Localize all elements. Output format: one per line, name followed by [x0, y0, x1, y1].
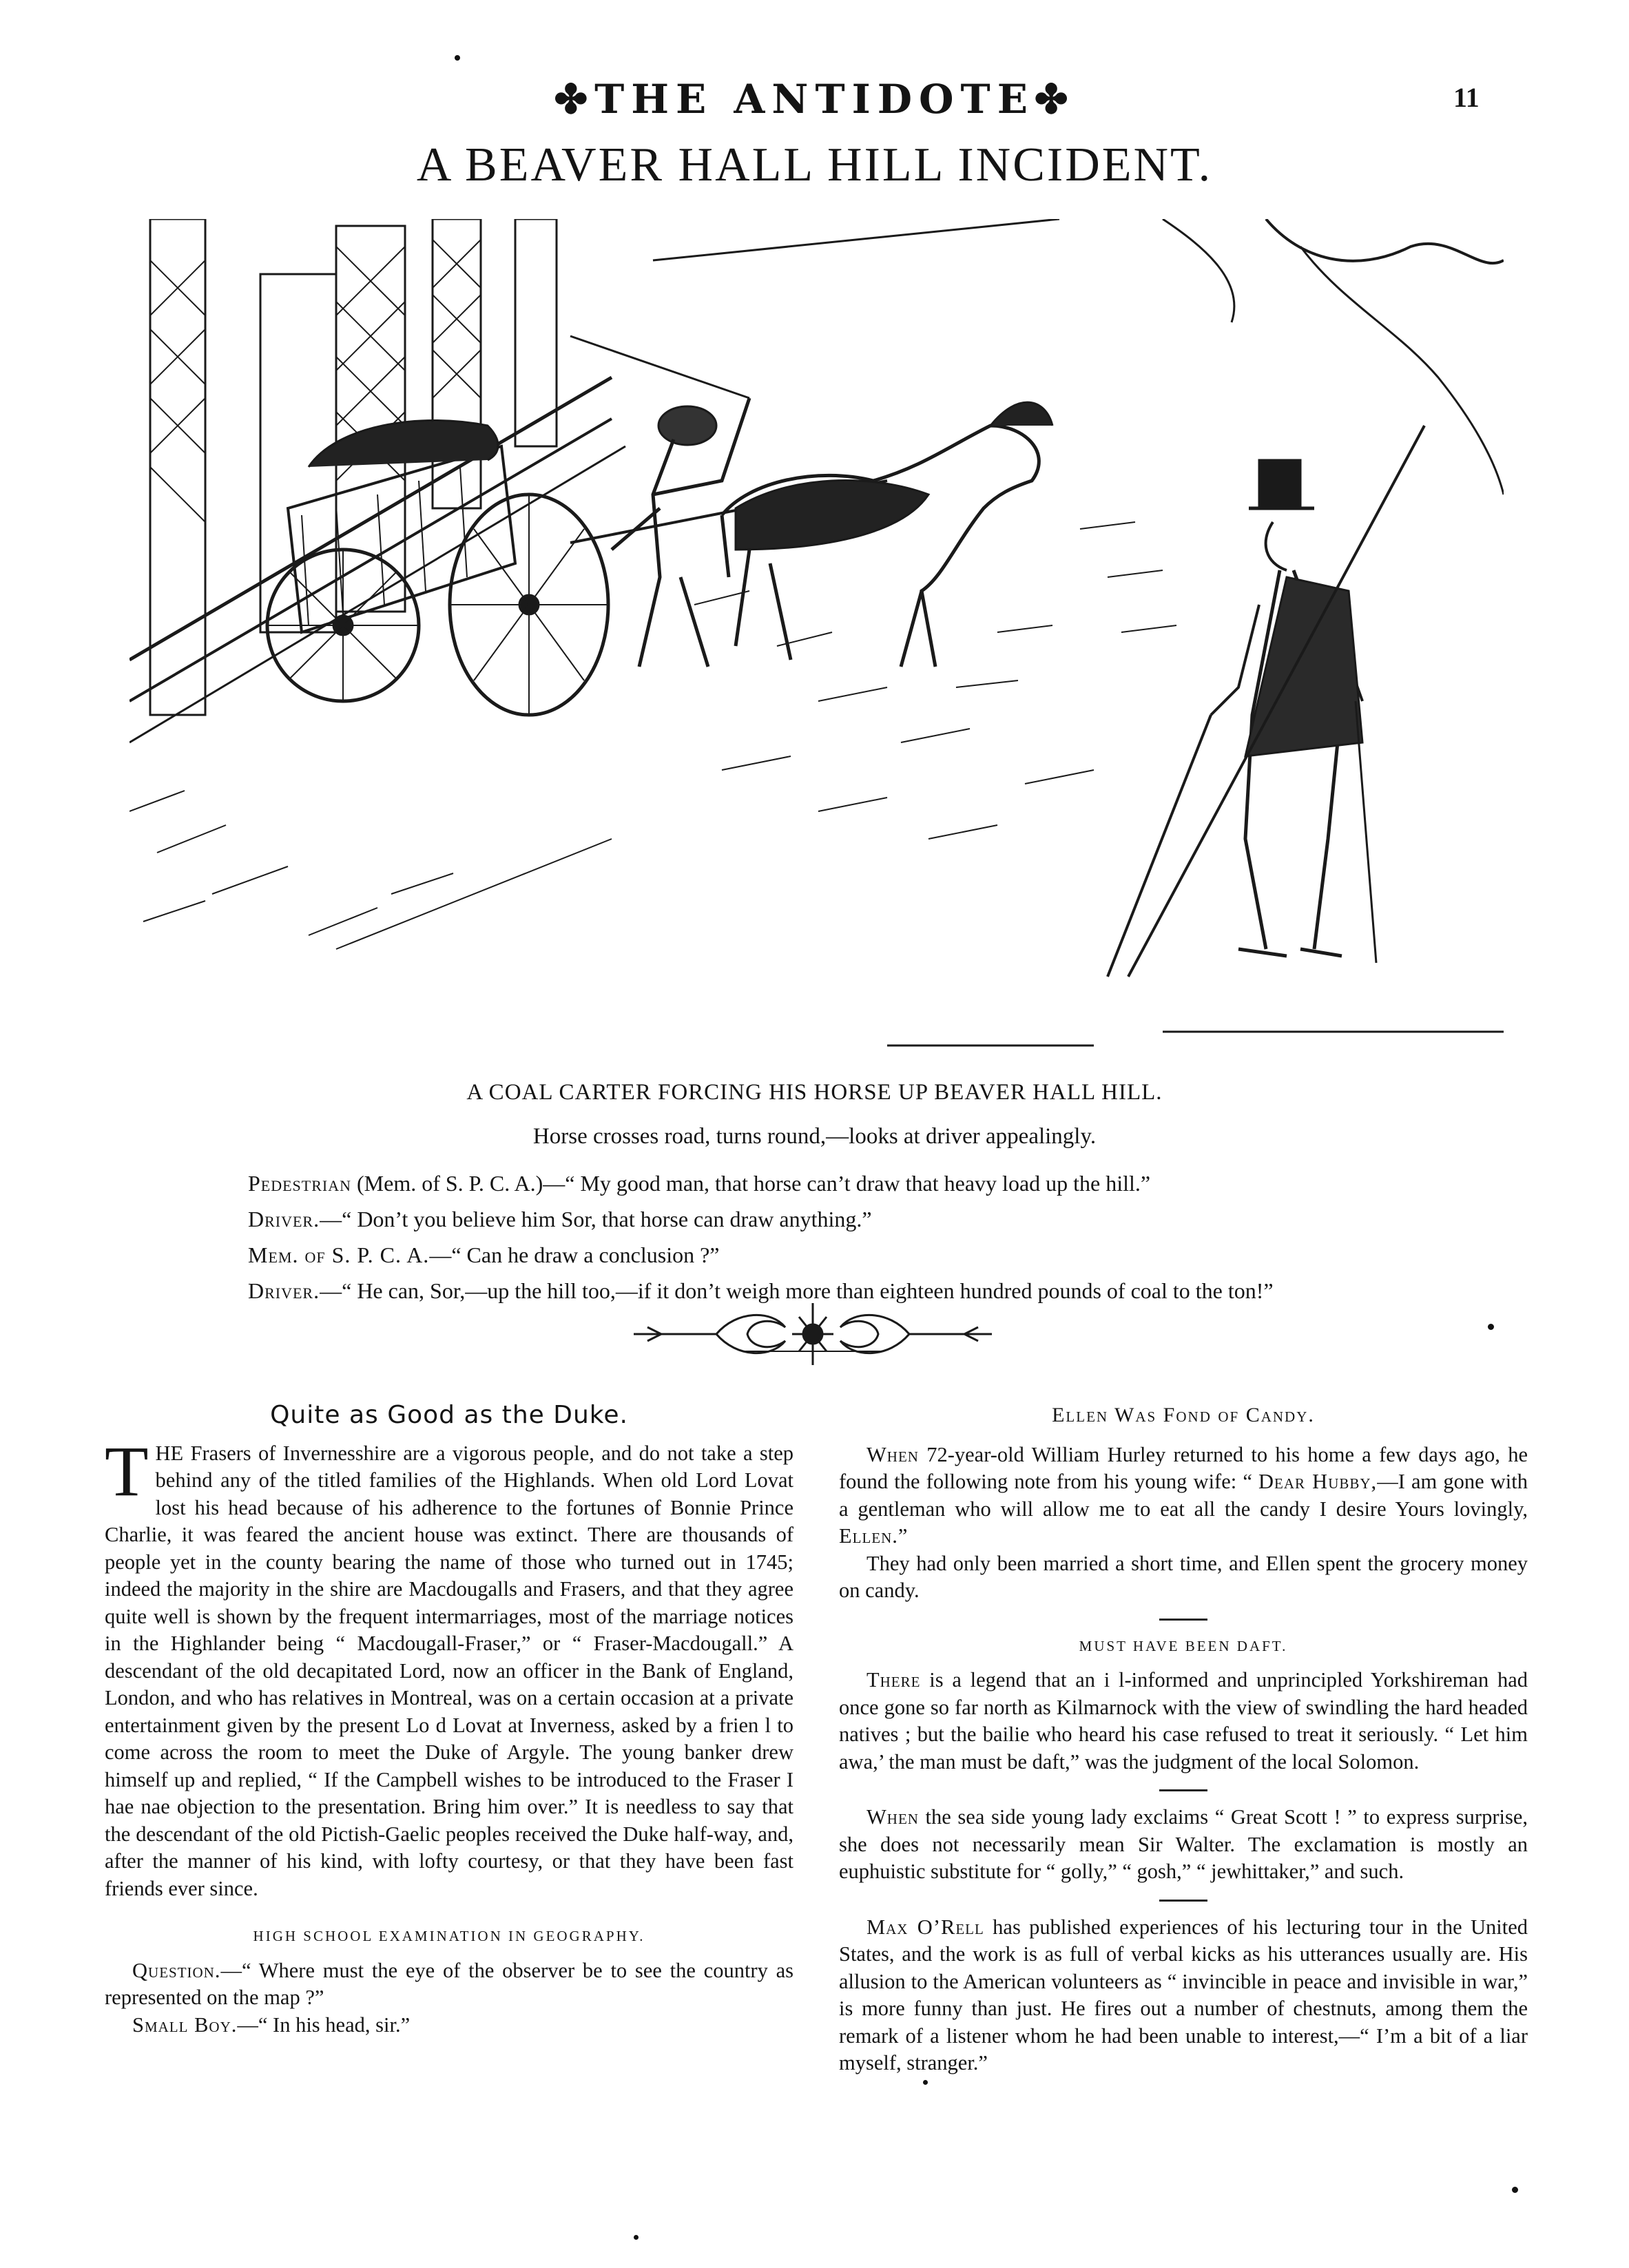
lead-word: There [867, 1668, 921, 1692]
scan-speck [923, 2080, 928, 2085]
lead-word: When [867, 1805, 919, 1829]
illustration-caption: A COAL CARTER FORCING HIS HORSE UP BEAVER HALL HILL. [466, 1080, 1163, 1105]
candy-text: 72-year-old William Hurley returned to his home a few days ago, he found the following note from his young wife: “ [839, 1442, 1528, 1493]
dialogue-speaker: Pedestrian [248, 1171, 352, 1196]
dialogue-line [248, 1237, 1433, 1273]
illustration-coal-carter [129, 219, 1504, 1058]
dialogue-block [248, 1165, 1433, 1309]
dialogue-speaker: Mem. of S. P. C. A. [248, 1242, 430, 1267]
orell-text: has published experiences of his lecturing tour in the United States, and the work is as full of verbal kicks as his utterances usually are. His allusion to the American volunteers as “ invincible in peace and invisible in war,” is more funny than just. He fires out a number of chestnuts, among them the remark of a listener whom he had been unable to interest,—“ I’m a bit of a liar myself, stranger.” [839, 1915, 1528, 2074]
article-text-duke: HE Frasers of Invernesshire are a vigorous people, and do not take a step behind any of the titled families of the Highlands. When old Lord Lovat lost his head because of his adherence to the fortunes of Bonnie Prince Charlie, it was feared the ancient house was extinct. There are thousands of people yet in the county bearing the name of those who turned out in 1745; indeed the majority in the shire are Macdougalls and Frasers, and that they agree quite well is shown by the frequent intermarriages, most of the marriage notices in the Highlander being “ Macdougall-Fraser,” or “ Fraser-Macdougall.” A descendant of the old decapitated Lord, now an officer in the Bank of England, London, and who has relatives in Montreal, was on a certain occasion at a private entertainment given by the present Lo d Lovat at Inverness, asked by a frien l to come across the room to meet the Duke of Argyle. The young banker drew himself up and replied, “ If the Campbell wishes to be introduced to the Fraser I hae nae objection to the presentation. Bring him over.” It is needless to say that the descendant of the old Pictish-Gaelic peoples received the Duke half-way, and, after the manner of his kind, with lofty courtesy, or that they have been fast friends ever since. [105, 1441, 793, 1900]
exam-answer [105, 2012, 793, 2039]
gate-post [150, 219, 205, 715]
headline: A BEAVER HALL HILL INCIDENT. [416, 138, 1213, 191]
note-body: —I am gone with a gentleman who will allow me to eat all the candy I desire Yours lovingly, [839, 1470, 1528, 1521]
separator-rule [1159, 1619, 1207, 1621]
dialogue-text: —“ Can he draw a conclusion ?” [429, 1242, 720, 1267]
masthead-title: ✤THE ANTIDOTE✤ [554, 76, 1075, 123]
scan-speck [455, 55, 460, 61]
exam-question [105, 1957, 793, 2012]
separator-rule [1159, 1789, 1207, 1791]
article-title-candy: Ellen Was Fond of Candy. [1052, 1404, 1315, 1426]
scan-speck [1512, 2187, 1518, 2193]
dialogue-line [248, 1165, 1433, 1201]
dialogue-speaker: Driver. [248, 1207, 320, 1231]
lead-word: Max O’Rell [867, 1915, 984, 1939]
page-number: 11 [1453, 82, 1480, 113]
dialogue-text: —“ Don’t you believe him Sor, that horse can draw anything.” [320, 1207, 872, 1231]
article-body-daft [839, 1667, 1528, 1776]
article-body-candy [839, 1442, 1528, 1550]
question-label: Question. [132, 1958, 221, 1982]
daft-text: is a legend that an i l-informed and unprincipled Yorkshireman had once gone so far north as Kilmarnock with the view of swindling the hard headed natives ; but the bailie who heard his case refused to treat it seriously. “ Let him awa,’ the man must be daft,” was the judgment of the local Solomon. [839, 1668, 1528, 1773]
article-body-duke [105, 1431, 793, 1903]
article-title-duke: Quite as Good as the Duke. [270, 1401, 628, 1429]
dialogue-line [248, 1201, 1433, 1237]
note-end: ” [897, 1524, 908, 1548]
answer-label: Small Boy. [132, 2012, 238, 2037]
note-salutation: Dear Hubby, [1258, 1470, 1378, 1493]
section-heading-geography: HIGH SCHOOL EXAMINATION IN GEOGRAPHY. [253, 1928, 645, 1944]
scan-speck [1488, 1324, 1494, 1330]
scan-speck [634, 2235, 639, 2240]
drop-cap: T [105, 1431, 149, 1511]
scott-text: the sea side young lady exclaims “ Great Scott ! ” to express surprise, she does not necessarily mean Sir Walter. The exclamation is mostly an euphuistic substitute for “ golly,” “ gosh,” “ jewhittaker,” and such. [839, 1805, 1528, 1883]
right-column [839, 1402, 1528, 2077]
article-body-scott [839, 1804, 1528, 1886]
candy-paragraph-2: They had only been married a short time, and Ellen spent the grocery money on candy. [839, 1551, 1528, 1602]
question-text: —“ Where must the eye of the observer be to see the country as represented on the map ?” [105, 1958, 793, 2009]
dialogue-speaker: Driver. [248, 1278, 320, 1303]
separator-rule [1159, 1900, 1207, 1902]
illustration-subcaption: Horse crosses road, turns round,—looks at driver appealingly. [532, 1124, 1097, 1149]
lead-word: When [867, 1442, 919, 1466]
dialogue-text: (Mem. of S. P. C. A.)—“ My good man, that horse can’t draw that heavy load up the hill.” [351, 1171, 1151, 1196]
dialogue-text: —“ He can, Sor,—up the hill too,—if it don’t weigh more than eighteen hundred pounds of coal to the ton!” [320, 1278, 1274, 1303]
scroll-ornament [634, 1296, 992, 1372]
note-signature: Ellen. [839, 1524, 898, 1548]
section-heading-daft: MUST HAVE BEEN DAFT. [1079, 1637, 1288, 1654]
answer-text: —“ In his head, sir.” [237, 2012, 411, 2037]
left-column [105, 1402, 793, 2039]
article-body-orell [839, 1914, 1528, 2077]
